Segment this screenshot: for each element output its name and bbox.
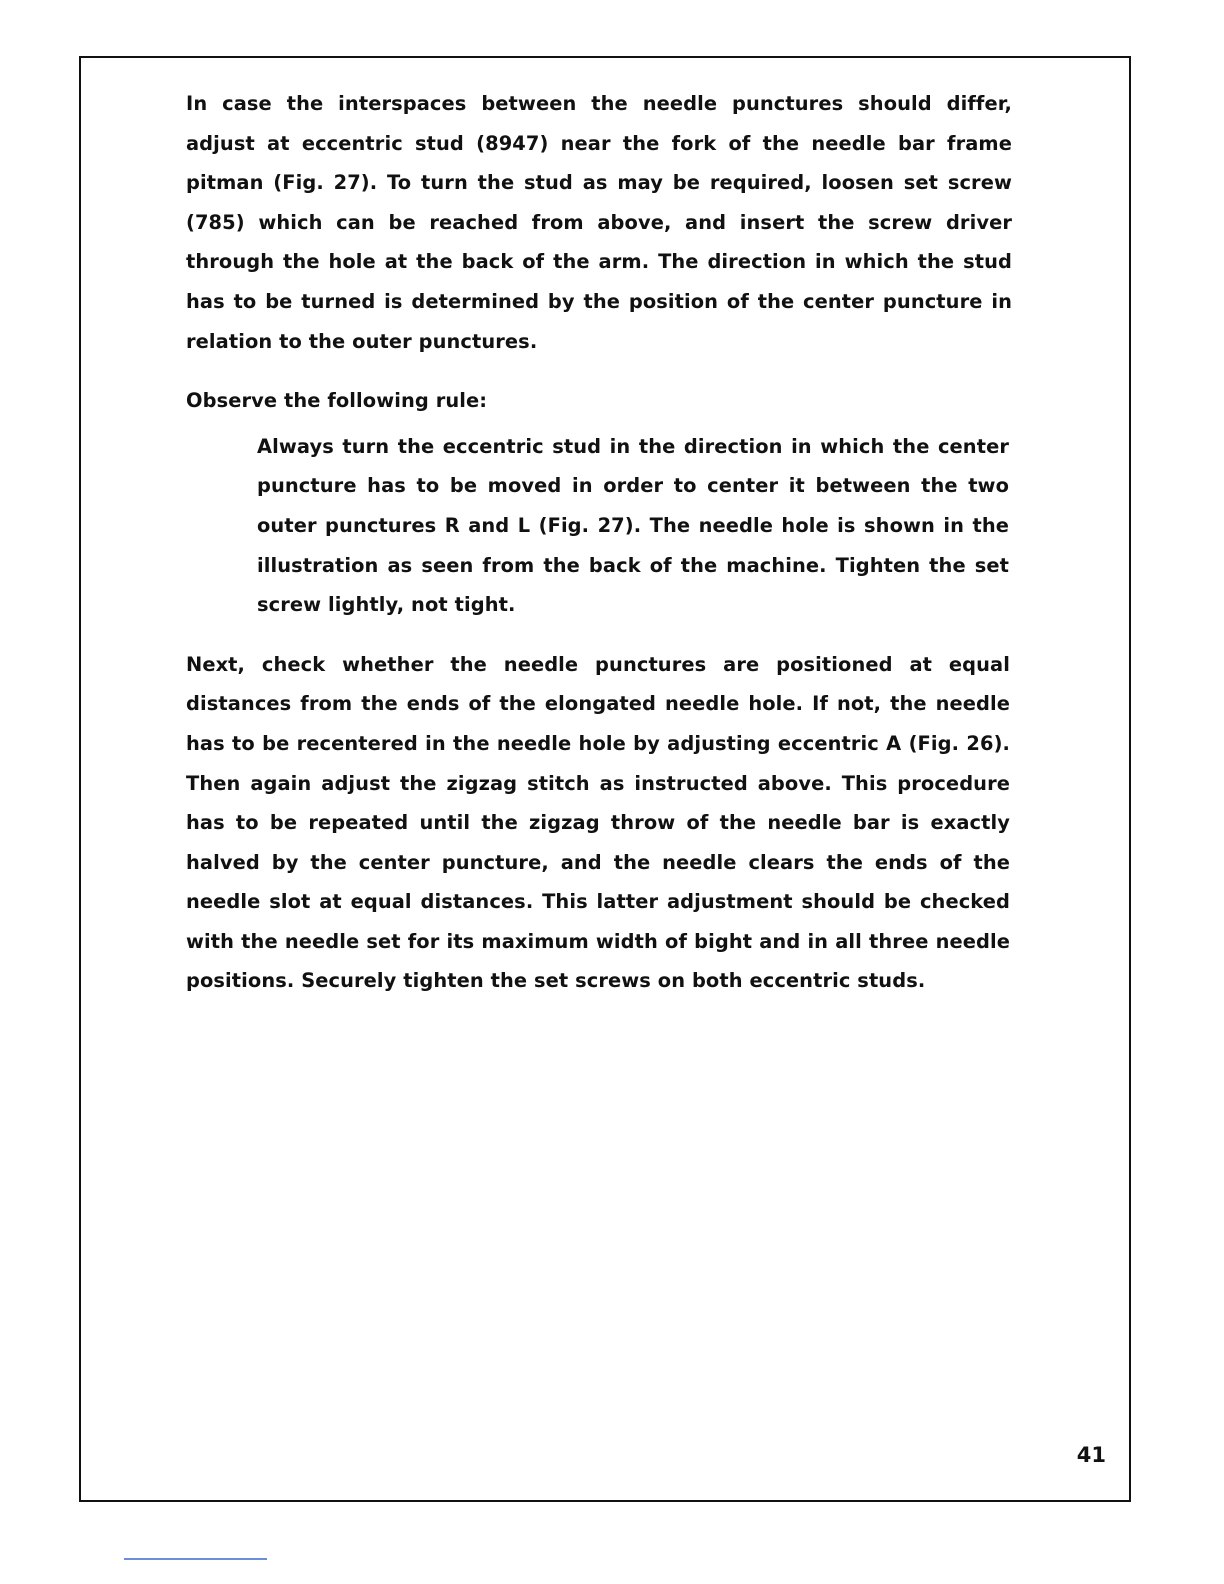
footer-divider — [124, 1558, 267, 1560]
page-frame — [79, 56, 1131, 1502]
rule-intro: Observe the following rule: — [186, 389, 488, 413]
paragraph-eccentric-stud-adjustment: In case the interspaces between the needle punctures should differ, adjust at eccentric stud (8947) near the fork of the needle bar frame pitman (Fig. 27). To turn the stud as may be required, loosen set screw (785) which can be reached from above, and insert the screw driver through the hole at the back of the arm. The direction in which the stud has to be turned is determined by the position of the center puncture in relation to the outer punctures. — [186, 92, 1012, 353]
page-content — [186, 84, 1012, 1001]
page-number: 41 — [1076, 1443, 1106, 1467]
rule-body: Always turn the eccentric stud in the direction in which the center puncture has to be moved in order to center it between the two outer punctures R and L (Fig. 27). The needle hole is shown in the illustration as seen from the back of the machine. Tighten the set screw lightly, not tight. — [257, 434, 1009, 617]
paragraph-needle-centering: Next, check whether the needle punctures are positioned at equal distances from the ends of the elongated needle hole. If not, the needle has to be recentered in the needle hole by adjusting eccentric A (Fig. 26). Then again adjust the zigzag stitch as instructed above. This procedure has to be repeated until the zigzag throw of the needle bar is exactly halved by the center puncture, and the needle clears the ends of the needle slot at equal distances. This latter adjustment should be checked with the needle set for its maximum width of bight and in all three needle positions. Securely tighten the set screws on both eccentric studs. — [186, 652, 1010, 993]
